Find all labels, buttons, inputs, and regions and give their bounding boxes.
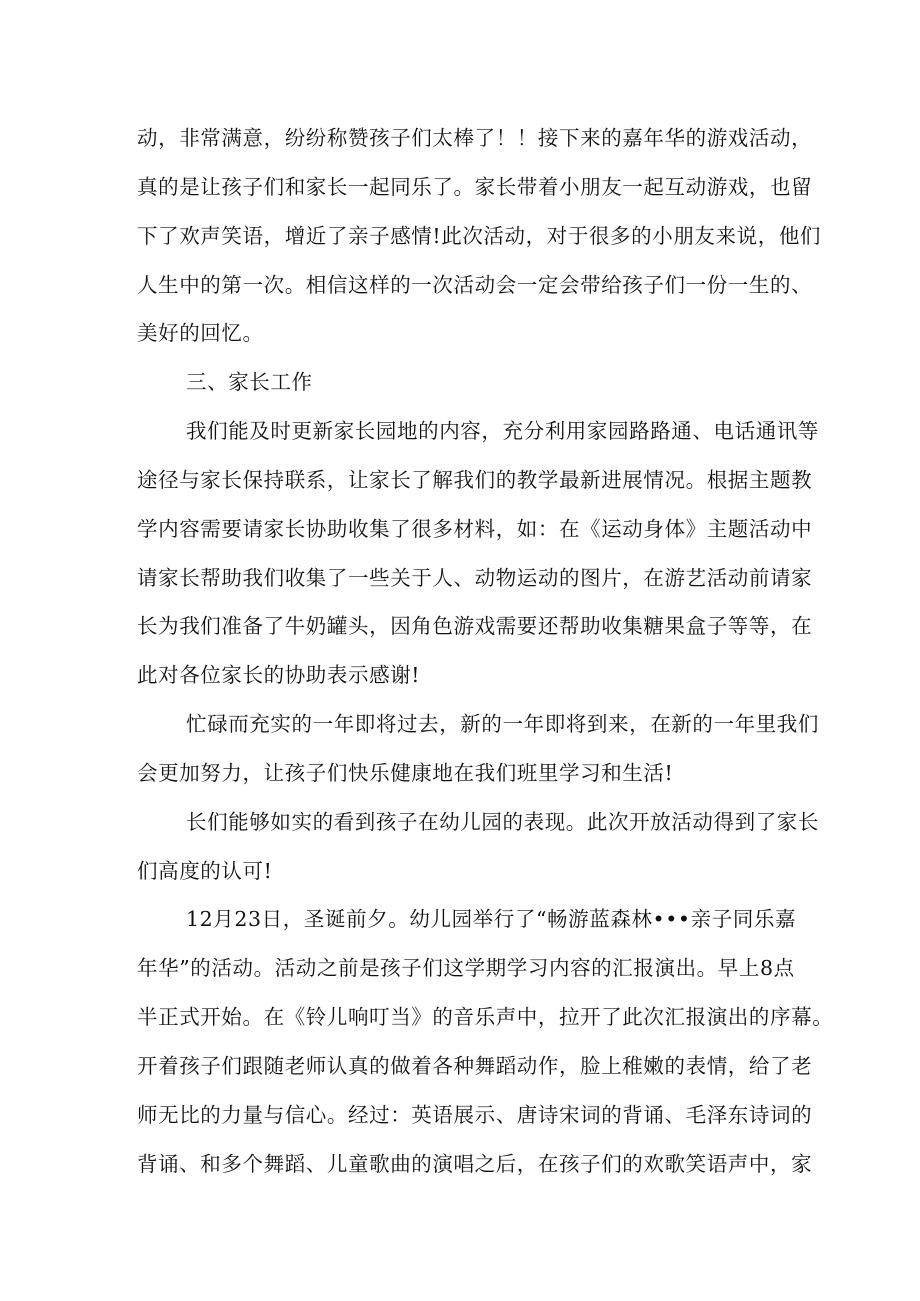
paragraph-first-line: 长们能够如实的看到孩子在幼儿园的表现。此次开放活动得到了家长 — [186, 810, 819, 834]
text-line: 长为我们准备了牛奶罐头，因角色游戏需要还帮助收集糖果盒子等等，在 — [137, 614, 813, 638]
text-line: 年华”的活动。活动之前是孩子们这学期学习内容的汇报演出。早上8点 — [137, 956, 795, 980]
paragraph-first-line: 我们能及时更新家长园地的内容，充分利用家园路路通、电话通讯等 — [186, 419, 819, 443]
text-line: 请家长帮助我们收集了一些关于人、动物运动的图片，在游艺活动前请家 — [137, 566, 813, 590]
text-line: 背诵、和多个舞蹈、儿童歌曲的演唱之后，在孩子们的欢歌笑语声中，家 — [137, 1152, 813, 1176]
paragraph-first-line: 12月23日，圣诞前夕。幼儿园举行了“畅游蓝森林•••亲子同乐嘉 — [186, 907, 797, 931]
text-line: 师无比的力量与信心。经过：英语展示、唐诗宋词的背诵、毛泽东诗词的 — [137, 1103, 813, 1127]
text-line: 学内容需要请家长协助收集了很多材料，如：在《运动身体》主题活动中 — [137, 517, 813, 541]
text-line: 开着孩子们跟随老师认真的做着各种舞蹈动作，脸上稚嫩的表情，给了老 — [137, 1054, 813, 1078]
section-heading: 三、家长工作 — [186, 370, 313, 394]
paragraph-first-line: 忙碌而充实的一年即将过去，新的一年即将到来，在新的一年里我们 — [186, 712, 819, 736]
text-line: 途径与家长保持联系，让家长了解我们的教学最新进展情况。根据主题教 — [137, 468, 813, 492]
text-line: 动，非常满意，纷纷称赞孩子们太棒了！！接下来的嘉年华的游戏活动， — [137, 126, 813, 150]
text-line: 人生中的第一次。相信这样的一次活动会一定会带给孩子们一份一生的、 — [137, 273, 813, 297]
text-line: 们高度的认可! — [137, 859, 273, 883]
text-line: 下了欢声笑语，增近了亲子感情!此次活动，对于很多的小朋友来说，他们 — [137, 224, 822, 248]
text-line: 美好的回忆。 — [137, 321, 264, 345]
text-line: 半正式开始。在《铃儿响叮当》的音乐声中，拉开了此次汇报演出的序幕。 — [137, 1005, 834, 1029]
text-line: 此对各位家长的协助表示感谢! — [137, 663, 421, 687]
text-line: 真的是让孩子们和家长一起同乐了。家长带着小朋友一起互动游戏，也留 — [137, 175, 813, 199]
text-line: 会更加努力，让孩子们快乐健康地在我们班里学习和生活! — [137, 761, 674, 785]
